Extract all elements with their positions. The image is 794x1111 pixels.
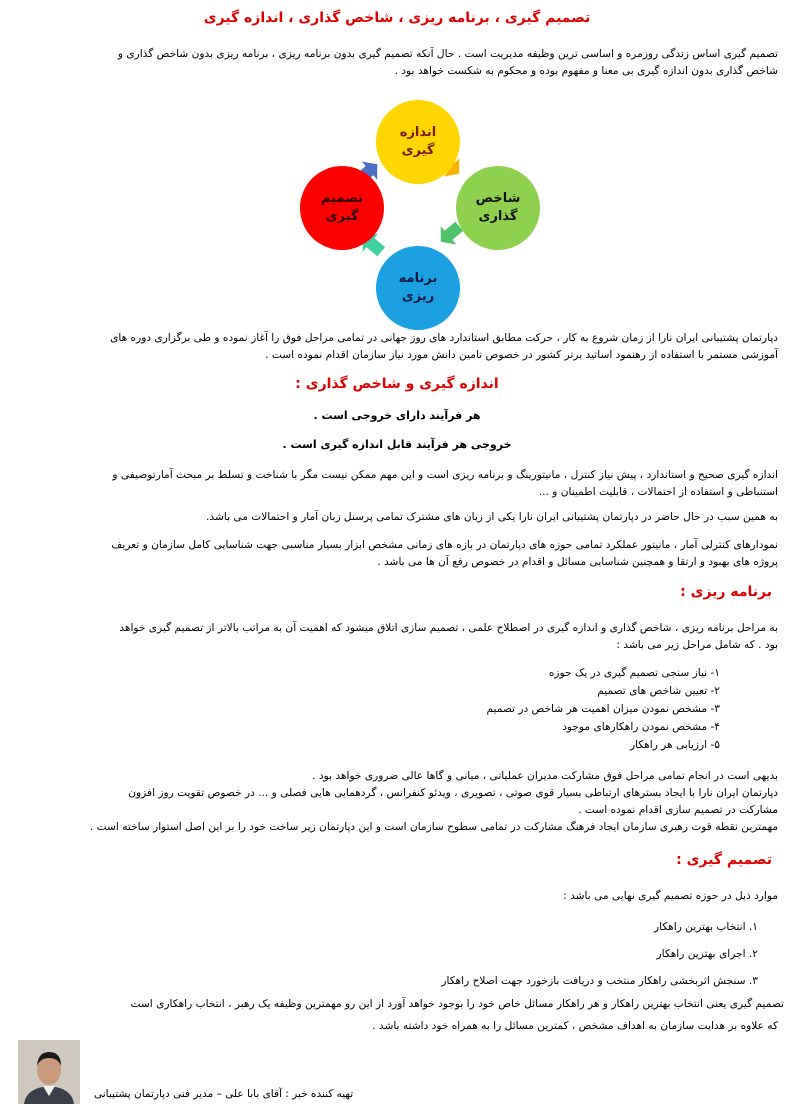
measure-line-2: استنباطی و استفاده از احتمالات ، قابلیت اطمینان و ... [538, 486, 778, 498]
list-item: ۲. اجرای بهترین راهکار [656, 948, 758, 960]
list-item: ۴- مشخص نمودن راهکارهای موجود [562, 721, 720, 733]
list-item: ۱- نیاز سنجی تصمیم گیری در یک حوزه [548, 667, 720, 679]
circle-decide: تصمیم گیری [300, 166, 384, 250]
list-item: ۱. انتخاب بهترین راهکار [653, 921, 758, 933]
dept-line-2: آموزشی مستمر با استفاده از رهنمود اساتید برتر کشور در خصوص تامین دانش مورد نیاز سازمان اقدام نموده است . [265, 349, 778, 361]
plan-line-3: بدیهی است در انجام تمامی مراحل فوق مشارکت مدیران عملیاتی ، میانی و گاها عالی ضروری خواهد بود . [312, 770, 778, 782]
list-item: ۳- مشخص نمودن میزان اهمیت هر شاخص در تصمیم [486, 703, 720, 715]
measure-line-3: به همین سبب در حال حاضر در دپارتمان پشتیبانی ایران نارا یکی از زبان های مشترک تمامی پرسنل زبان آمار و احتمالات می باشد. [206, 511, 778, 523]
measure-line-5: پروژه های بهبود و ارتقا و همچنین شناسایی مسائل و اقدام در خصوص رفع آن ها می باشد . [377, 556, 778, 568]
bold-line-1: هر فرآیند دارای خروجی است . [313, 409, 481, 422]
cycle-diagram [290, 100, 550, 320]
intro-line-2: شاخص گذاری بدون اندازه گیری بی معنا و مفهوم بوده و محکوم به شکست خواهد بود . [394, 65, 778, 77]
plan-line-1: به مراحل برنامه ریزی ، شاخص گذاری و اندازه گیری در اصطلاح علمی ، تصمیم سازی اتلاق میشود که اهمیت آن به مراتب بالاتر از تصمیم گیری خواهد [119, 622, 778, 634]
author-caption: تهیه کننده خبر : آقای بابا علی – مدیر فنی دپارتمان پشتیبانی [94, 1088, 354, 1100]
measure-line-1: اندازه گیری صحیح و استاندارد ، پیش نیاز کنترل ، مانیتورینگ و برنامه ریزی است و این مهم ممکن نیست مگر با شناخت و تسلط بر مبحث آمارتوصیفی و [112, 469, 778, 481]
plan-line-6: مهمترین نقطه قوت رهبری سازمان ایجاد فرهنگ مشارکت در تمامی سطوح سازمان است و این دپارتمان زیر ساخت خود را بر این اصل استوار ساخته است . [89, 821, 778, 833]
heading-plan: برنامه ریزی : [680, 584, 772, 600]
page-title: تصمیم گیری ، برنامه ریزی ، شاخص گذاری ، اندازه گیری [203, 10, 591, 26]
circle-index: شاخص گذاری [456, 166, 540, 250]
list-item: ۵- ارزیابی هر راهکار [629, 739, 720, 751]
bold-line-2: خروجی هر فرآیند قابل اندازه گیری است . [282, 438, 512, 451]
circle-plan: برنامه ریزی [376, 246, 460, 330]
decide-line-3: که علاوه بر هدایت سازمان به اهداف مشخص ، کمترین مسائل را به همراه خود داشته باشد . [372, 1020, 778, 1032]
plan-line-5: مشارکت در تصمیم سازی اقدام نموده است . [578, 804, 778, 816]
intro-line-1: تصمیم گیری اساس زندگی روزمره و اساسی ترین وظیفه مدیریت است . حال آنکه تصمیم گیری بدون برنامه ریزی ، برنامه ریزی بدون شاخص گذاری و [117, 48, 778, 60]
list-item: ۲- تعیین شاخص های تصمیم [597, 685, 720, 697]
person-icon [18, 1040, 80, 1104]
decide-steps-list [441, 914, 758, 995]
author-photo [18, 1040, 80, 1104]
heading-measure: اندازه گیری و شاخص گذاری : [295, 376, 499, 392]
heading-decide: تصمیم گیری : [676, 852, 772, 868]
plan-line-4: دپارتمان ایران نارا با ایجاد بسترهای ارتباطی بسیار قوی صوتی ، تصویری ، ویدئو کنفرانس ، گردهمایی هایی فصلی و ... در خصوص تقویت روز افزون [128, 787, 778, 799]
plan-steps-list [486, 664, 720, 754]
list-item: ۳. سنجش اثربخشی راهکار منتخب و دریافت بازخورد جهت اصلاح راهکار [441, 975, 758, 987]
decide-line-2: تصمیم گیری یعنی انتخاب بهترین راهکار و هر راهکار مسائل خاص خود را بوجود خواهد آورد از این رو مهمترین وظیفه یک رهبر ، انتخاب راهکاری است [130, 998, 784, 1010]
decide-line-1: موارد ذیل در حوزه تصمیم گیری نهایی می باشد : [563, 890, 778, 902]
measure-line-4: نمودارهای کنترلی آمار ، مانیتور عملکرد تمامی حوزه های دپارتمان در بازه های زمانی مشخص ابزار بسیار مناسبی جهت شناسایی کامل سازمان و تعریف [111, 539, 778, 551]
dept-line-1: دپارتمان پشتیبانی ایران نارا از زمان شروع به کار ، حرکت مطابق استاندارد های روز جهانی در تمامی مراحل فوق را آغاز نموده و طی برگزاری دوره های [110, 332, 778, 344]
plan-line-2: بود . که شامل مراحل زیر می باشد : [616, 639, 778, 651]
circle-measure: اندازه گیری [376, 100, 460, 184]
